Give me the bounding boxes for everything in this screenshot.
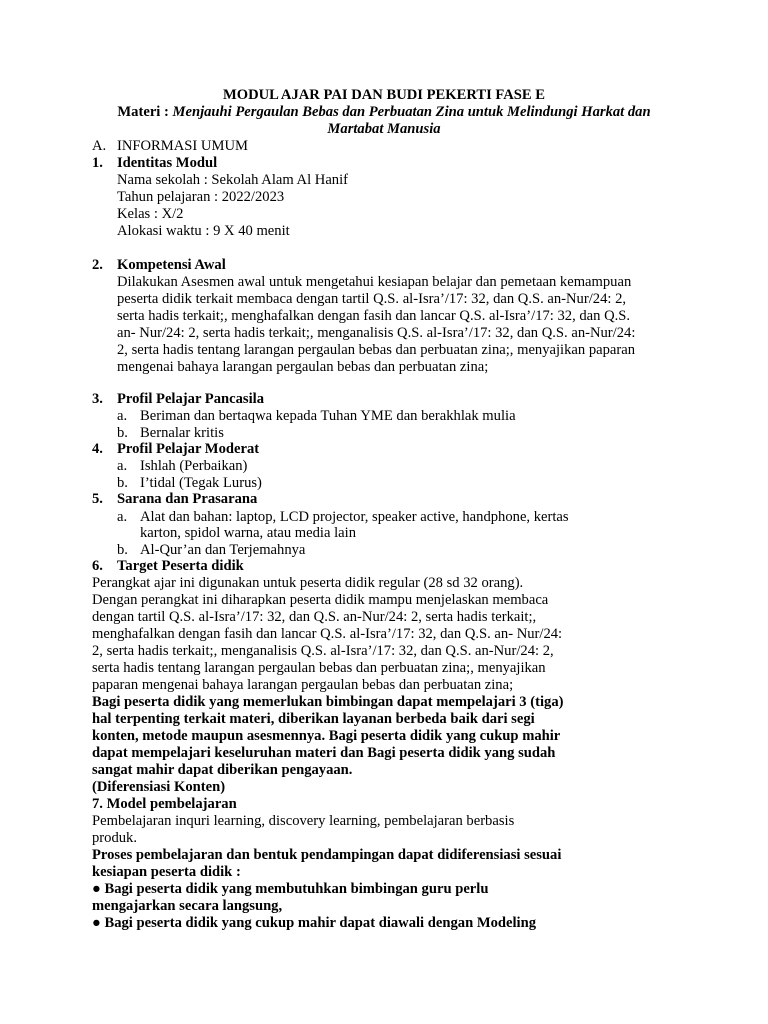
section-1-heading: Identitas Modul bbox=[117, 155, 218, 171]
bold-paragraph-line: kesiapan peserta didik : bbox=[92, 864, 241, 880]
list-item: Bernalar kritis bbox=[140, 425, 224, 441]
paragraph-line: menghafalkan dengan fasih dan lancar Q.S. al-Isra’/17: 32, dan Q.S. an- Nur/24: bbox=[92, 626, 563, 642]
paragraph-line: 2, serta hadis tentang larangan pergaulan bebas dan perbuatan zina;, menyajikan paparan bbox=[117, 342, 635, 358]
section-1-number: 1. bbox=[92, 155, 103, 171]
section-5-heading: Sarana dan Prasarana bbox=[117, 491, 258, 507]
section-a-marker: A. bbox=[92, 138, 107, 154]
document-title: MODUL AJAR PAI DAN BUDI PEKERTI FASE E bbox=[222, 87, 546, 103]
section-4-heading: Profil Pelajar Moderat bbox=[117, 441, 260, 457]
paragraph-line: serta hadis tentang larangan pergaulan bebas dan perbuatan zina;, menyajikan bbox=[92, 660, 546, 676]
school-year: Tahun pelajaran : 2022/2023 bbox=[117, 189, 285, 205]
paragraph-line: 2, serta hadis terkait;, menganalisis Q.S. al-Isra’/17: 32, dan Q.S. an-Nur/24: 2, bbox=[92, 643, 554, 659]
bullet-line: ● Bagi peserta didik yang cukup mahir dapat diawali dengan Modeling bbox=[92, 915, 537, 931]
subtitle-line-2: Martabat Manusia bbox=[327, 121, 441, 137]
list-item: Beriman dan bertaqwa kepada Tuhan YME dan berakhlak mulia bbox=[140, 408, 516, 424]
list-marker: a. bbox=[117, 408, 128, 424]
paragraph-line: dengan tartil Q.S. al-Isra’/17: 32, dan Q.S. an-Nur/24: 2, serta hadis terkait;, bbox=[92, 609, 537, 625]
bullet-line: ● Bagi peserta didik yang membutuhkan bimbingan guru perlu bbox=[92, 881, 489, 897]
section-7-heading: 7. Model pembelajaran bbox=[92, 796, 237, 812]
list-item: Ishlah (Perbaikan) bbox=[140, 458, 248, 474]
paragraph-line: Pembelajaran inquri learning, discovery learning, pembelajaran berbasis bbox=[92, 813, 515, 829]
bullet-line-continued: mengajarkan secara langsung, bbox=[92, 898, 283, 914]
bold-paragraph-line: Bagi peserta didik yang memerlukan bimbingan dapat mempelajari 3 (tiga) bbox=[92, 694, 564, 710]
bold-paragraph-line: Proses pembelajaran dan bentuk pendampingan dapat didiferensiasi sesuai bbox=[92, 847, 562, 863]
school-name: Nama sekolah : Sekolah Alam Al Hanif bbox=[117, 172, 349, 188]
list-item-continued: karton, spidol warna, atau media lain bbox=[140, 525, 356, 541]
time-allocation: Alokasi waktu : 9 X 40 menit bbox=[117, 223, 290, 239]
paragraph-line: Perangkat ajar ini digunakan untuk peserta didik regular (28 sd 32 orang). bbox=[92, 575, 524, 591]
list-marker: a. bbox=[117, 509, 128, 525]
section-3-heading: Profil Pelajar Pancasila bbox=[117, 391, 264, 407]
paragraph-line: mengenai bahaya larangan pergaulan bebas dan perbuatan zina; bbox=[117, 359, 489, 375]
list-item: Alat dan bahan: laptop, LCD projector, speaker active, handphone, kertas bbox=[140, 509, 569, 525]
subtitle-prefix: Materi : bbox=[117, 104, 173, 120]
paragraph-line: Dengan perangkat ini diharapkan peserta didik mampu menjelaskan membaca bbox=[92, 592, 549, 608]
section-2-heading: Kompetensi Awal bbox=[117, 257, 226, 273]
section-4-number: 4. bbox=[92, 441, 103, 457]
subtitle-line-1 bbox=[0, 104, 768, 121]
bold-paragraph-line: konten, metode maupun asesmennya. Bagi peserta didik yang cukup mahir bbox=[92, 728, 561, 744]
paragraph-line: an- Nur/24: 2, serta hadis terkait;, menganalisis Q.S. al-Isra’/17: 32, dan Q.S. an-Nur/24: bbox=[117, 325, 636, 341]
bold-paragraph-line: sangat mahir dapat diberikan pengayaan. bbox=[92, 762, 353, 778]
section-a-heading: INFORMASI UMUM bbox=[117, 138, 248, 154]
section-6-heading: Target Peserta didik bbox=[117, 558, 244, 574]
section-2-number: 2. bbox=[92, 257, 103, 273]
paragraph-line: produk. bbox=[92, 830, 137, 846]
list-item: Al-Qur’an dan Terjemahnya bbox=[140, 542, 306, 558]
bold-paragraph-line: hal terpenting terkait materi, diberikan layanan berbeda baik dari segi bbox=[92, 711, 535, 727]
list-marker: b. bbox=[117, 542, 128, 558]
list-marker: b. bbox=[117, 425, 128, 441]
list-item: I’tidal (Tegak Lurus) bbox=[140, 475, 262, 491]
paragraph-line: peserta didik terkait membaca dengan tartil Q.S. al-Isra’/17: 32, dan Q.S. an-Nur/24: 2, bbox=[117, 291, 627, 307]
section-6-number: 6. bbox=[92, 558, 103, 574]
paragraph-line: paparan mengenai bahaya larangan pergaulan bebas dan perbuatan zina; bbox=[92, 677, 514, 693]
bold-paragraph-line: dapat mempelajari keseluruhan materi dan Bagi peserta didik yang sudah bbox=[92, 745, 556, 761]
section-5-number: 5. bbox=[92, 491, 103, 507]
class: Kelas : X/2 bbox=[117, 206, 184, 222]
list-marker: b. bbox=[117, 475, 128, 491]
subtitle-topic: Menjauhi Pergaulan Bebas dan Perbuatan Zina untuk Melindungi Harkat dan bbox=[172, 104, 651, 120]
bold-paragraph-line: (Diferensiasi Konten) bbox=[92, 779, 226, 795]
list-marker: a. bbox=[117, 458, 128, 474]
section-3-number: 3. bbox=[92, 391, 103, 407]
paragraph-line: serta hadis terkait;, menghafalkan dengan fasih dan lancar Q.S. al-Isra’/17: 32, dan Q.S. bbox=[117, 308, 631, 324]
paragraph-line: Dilakukan Asesmen awal untuk mengetahui kesiapan belajar dan pemetaan kemampuan bbox=[117, 274, 632, 290]
